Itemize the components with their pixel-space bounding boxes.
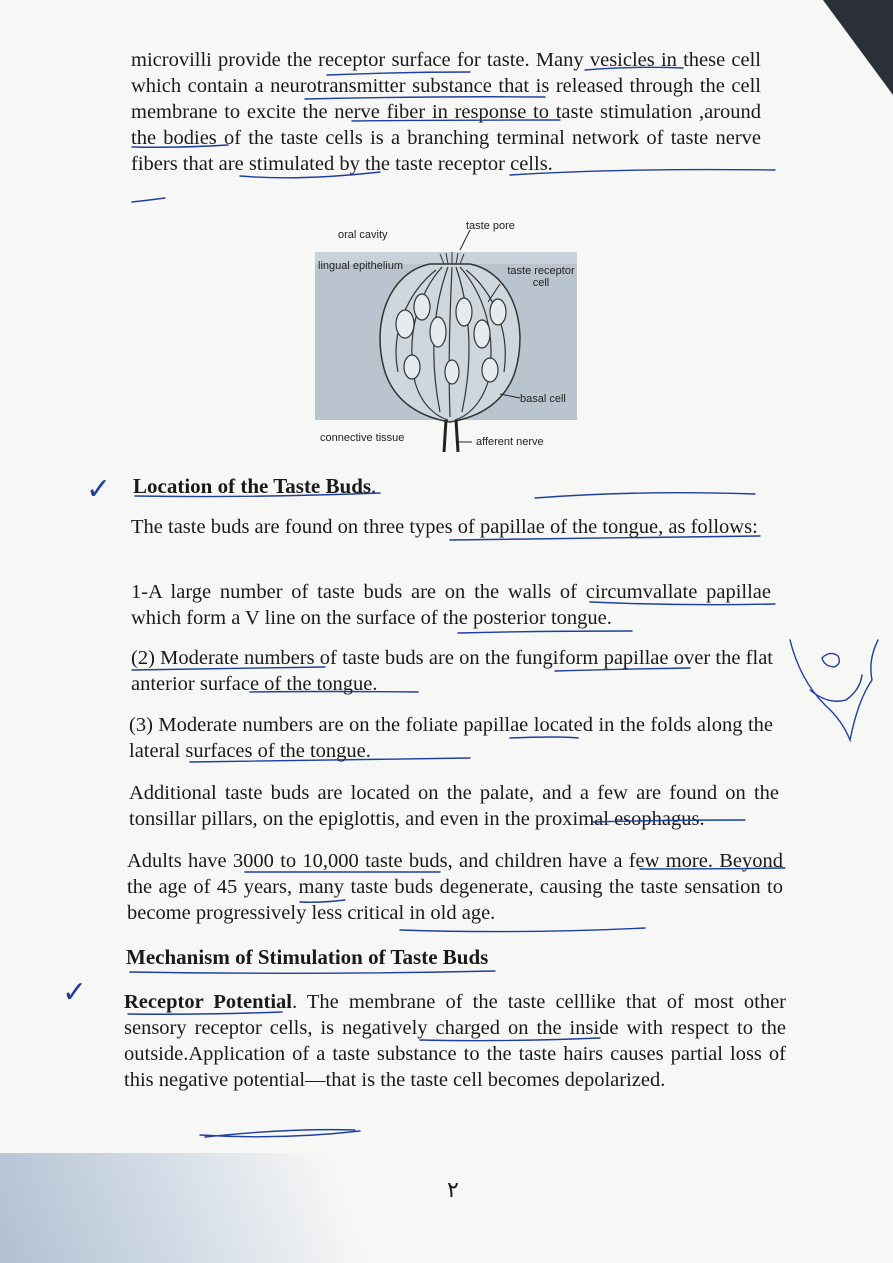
page-corner-shadow	[823, 0, 893, 95]
additional-taste-buds: Additional taste buds are located on the palate, and a few are found on the tonsillar pillars, on the epiglottis, and even in the proximal esophagus.	[129, 782, 779, 830]
taste-bud-figure	[310, 212, 590, 452]
location-heading	[133, 474, 376, 499]
location-intro: The taste buds are found on three types of papillae of the tongue, as follows:	[131, 516, 758, 538]
page-number: ٢	[447, 1178, 459, 1203]
label-taste-pore: taste pore	[466, 220, 515, 232]
location-heading-text: Location of the Taste Buds	[133, 474, 372, 498]
label-taste-receptor-cell: taste receptor cell	[507, 265, 575, 289]
location-item-2: (2) Moderate numbers of taste buds are on the fungiform papillae over the flat anterior surface of the tongue.	[131, 647, 773, 695]
adults-paragraph: Adults have 3000 to 10,000 taste buds, and children have a few more. Beyond the age of 45 years, many taste buds degenerate, causing the taste sensation to become progressively less critical in old age.	[127, 850, 783, 924]
receptor-potential-paragraph	[124, 989, 786, 1093]
checkmark-location: ✓	[86, 472, 112, 507]
label-basal-cell: basal cell	[520, 393, 566, 405]
label-connective-tissue: connective tissue	[320, 432, 405, 444]
nerve-fiber	[444, 420, 458, 452]
taste-bud-diagram	[310, 212, 590, 452]
location-heading-tail: .	[371, 474, 377, 498]
checkmark-mechanism: ✓	[62, 975, 88, 1010]
location-item-3: (3) Moderate numbers are on the foliate papillae located in the folds along the lateral surfaces of the tongue.	[129, 714, 773, 762]
mechanism-heading: Mechanism of Stimulation of Taste Buds	[126, 945, 489, 969]
page-bottom-shadow	[0, 1153, 420, 1263]
receptor-potential-text: . The membrane of the taste cell‎like that of most other sensory receptor cells, is negatively charged on the inside with respect to the outside.Application of a taste substance to the taste hairs causes partial loss of this negative potential—that is the taste cell becomes depolarized.	[124, 991, 786, 1091]
intro-paragraph: microvilli provide the receptor surface for taste. Many vesicles in these cell which contain a neurotransmitter substance that is released through the cell membrane to excite the nerve fiber in response to taste stimulation ,around the bodies of the taste cells is a branching terminal network of taste nerve fibers that are stimulated by the taste receptor cells.	[131, 49, 761, 175]
location-item-1: 1-A large number of taste buds are on the walls of circumvallate papillae which form a V line on the surface of the posterior tongue.	[131, 581, 771, 629]
receptor-potential-lead: Receptor Potential	[124, 991, 292, 1013]
label-lingual-epithelium: lingual epithelium	[318, 260, 403, 272]
label-afferent-nerve: afferent nerve	[476, 436, 544, 448]
label-oral-cavity: oral cavity	[338, 229, 388, 241]
